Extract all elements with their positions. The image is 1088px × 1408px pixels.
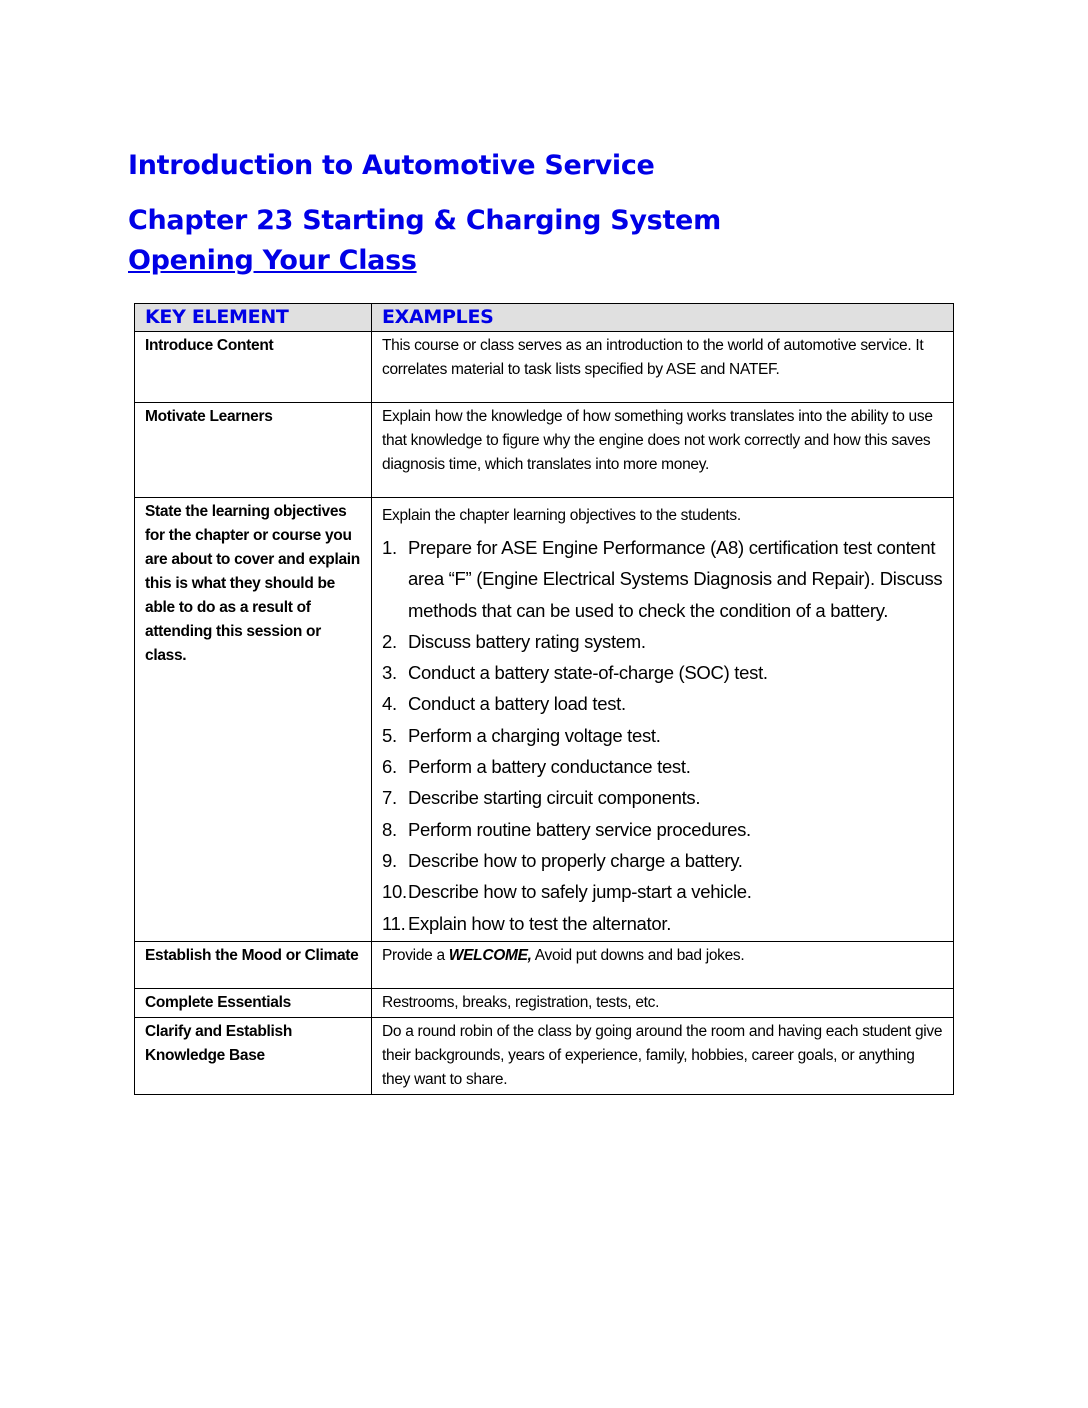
- objectives-intro: Explain the chapter learning objectives to the students.: [382, 507, 741, 524]
- objective-item: [382, 814, 944, 845]
- objective-number: 11.: [382, 912, 406, 934]
- objective-text: Perform a charging voltage test.: [408, 724, 661, 746]
- key-cell: Clarify and Establish Knowledge Base: [135, 1017, 372, 1094]
- example-cell: [372, 941, 954, 988]
- objective-number: 3.: [382, 662, 397, 684]
- key-cell: Introduce Content: [135, 332, 372, 403]
- objective-text: Describe how to safely jump-start a vehicle.: [408, 881, 752, 903]
- objective-item: [382, 845, 944, 876]
- objective-text: Perform routine battery service procedures.: [408, 818, 751, 840]
- table-header-row: [135, 304, 954, 332]
- table-row: [135, 941, 954, 988]
- objective-number: 8.: [382, 818, 397, 840]
- objective-item: [382, 782, 944, 813]
- objective-item: [382, 626, 944, 657]
- chapter-title: Chapter 23 Starting & Charging System: [128, 205, 721, 236]
- objective-text: Describe starting circuit components.: [408, 787, 701, 809]
- table-row: [135, 988, 954, 1017]
- objective-item: [382, 908, 944, 939]
- key-cell: Motivate Learners: [135, 403, 372, 498]
- objective-text: Perform a battery conductance test.: [408, 756, 691, 778]
- objective-item: [382, 657, 944, 688]
- objective-item: [382, 688, 944, 719]
- table-row: [135, 332, 954, 403]
- section-title: Opening Your Class: [128, 245, 417, 276]
- table-row: [135, 1017, 954, 1094]
- header-key-element: KEY ELEMENT: [135, 304, 372, 332]
- objectives-list: [382, 532, 944, 939]
- objective-text: Explain how to test the alternator.: [408, 912, 672, 934]
- example-cell: Explain how the knowledge of how something works translates into the ability to use that knowledge to figure why the engine does not work correctly and how this saves diagnosis time, which translates into more money.: [372, 403, 954, 498]
- objective-number: 4.: [382, 693, 397, 715]
- example-cell: This course or class serves as an introduction to the world of automotive service. It correlates material to task lists specified by ASE and NATEF.: [372, 332, 954, 403]
- objective-text: Conduct a battery load test.: [408, 693, 626, 715]
- objective-number: 7.: [382, 787, 397, 809]
- course-title: Introduction to Automotive Service: [128, 150, 655, 181]
- key-cell: Establish the Mood or Climate: [135, 941, 372, 988]
- objective-text: Discuss battery rating system.: [408, 630, 646, 652]
- objective-item: [382, 876, 944, 907]
- text: Provide a: [382, 946, 449, 964]
- objective-text: Conduct a battery state-of-charge (SOC) test.: [408, 662, 768, 684]
- key-elements-table: [134, 303, 954, 1095]
- objective-number: 1.: [382, 537, 397, 558]
- key-cell: State the learning objectives for the chapter or course you are about to cover and explain this is what they should be able to do as a result of attending this session or class.: [135, 498, 372, 942]
- objective-item: [382, 532, 944, 626]
- objective-number: 9.: [382, 849, 397, 871]
- welcome-emphasis: WELCOME,: [448, 946, 532, 964]
- header-examples: EXAMPLES: [372, 304, 954, 332]
- objective-number: 6.: [382, 756, 397, 778]
- example-cell: [372, 498, 954, 942]
- text: Avoid put downs and bad jokes.: [531, 946, 745, 964]
- objective-text: Describe how to properly charge a battery.: [408, 849, 743, 871]
- objective-number: 5.: [382, 724, 397, 746]
- objective-text: Prepare for ASE Engine Performance (A8) certification test content area “F” (Engine Electrical Systems Diagnosis and Repair). Discuss methods that can be used to check the condition of a battery.: [408, 537, 943, 621]
- objective-number: 10.: [382, 881, 407, 903]
- example-cell: Do a round robin of the class by going around the room and having each student give their backgrounds, years of experience, family, hobbies, career goals, or anything they want to share.: [372, 1017, 954, 1094]
- objective-item: [382, 720, 944, 751]
- key-cell: Complete Essentials: [135, 988, 372, 1017]
- objective-number: 2.: [382, 630, 397, 652]
- objective-item: [382, 751, 944, 782]
- table-row: [135, 498, 954, 942]
- example-cell: Restrooms, breaks, registration, tests, etc.: [372, 988, 954, 1017]
- table-row: [135, 403, 954, 498]
